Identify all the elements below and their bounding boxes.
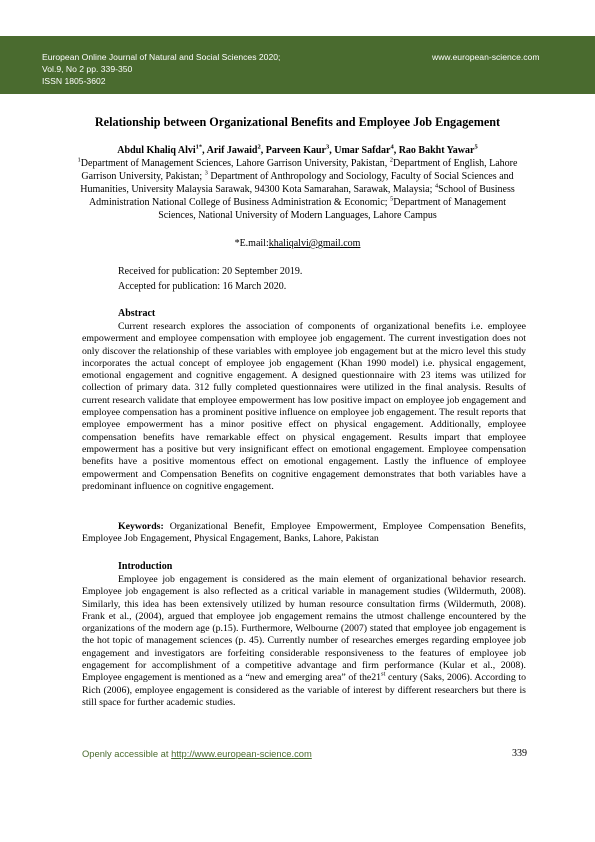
accepted-date: Accepted for publication: 16 March 2020. <box>118 281 287 292</box>
journal-website[interactable]: www.european-science.com <box>432 52 540 62</box>
keywords-label: Keywords: <box>118 521 164 532</box>
author-mark: 5 <box>474 143 478 151</box>
affiliation-mark: 3 <box>204 169 208 177</box>
contact-email <box>60 238 535 249</box>
author-mark: 1* <box>195 143 203 151</box>
introduction-heading: Introduction <box>118 561 173 572</box>
affiliation-mark: 1 <box>77 156 81 164</box>
affiliation-mark: 5 <box>390 195 394 203</box>
affiliation-mark: 4 <box>434 182 439 190</box>
footer-text: Openly accessible at <box>82 748 172 759</box>
affiliation-text: Department of Anthropology and Sociology, Faculty of Social Sciences and Humanities, University Malaysia Sarawak, 94300 Kota Samarahan, Sarawak, Malaysia; <box>80 171 514 195</box>
affiliation-text: Department of English, Lahore Garrison University, Pakistan; <box>81 158 518 182</box>
author-mark: 3 <box>325 143 330 151</box>
journal-header-band <box>0 36 595 94</box>
journal-volume: Vol.9, No 2 pp. 339-350 <box>42 64 133 74</box>
keywords-text: Organizational Benefit, Employee Empowerment, Employee Compensation Benefits, Employee Job Engagement, Physical Engagement, Banks, Lahore, Pakistan <box>82 521 527 545</box>
author-mark: 4 <box>390 143 394 151</box>
author-name: Arif Jawaid <box>206 145 258 156</box>
affiliation-text: School of Business Administration National College of Business Administration & Economic; <box>88 184 515 208</box>
affiliation-text: Department of Management Sciences, Lahore Garrison University, Pakistan, <box>80 158 390 169</box>
affiliation-mark: 2 <box>389 156 394 164</box>
received-date: Received for publication: 20 September 2019. <box>118 266 303 277</box>
journal-name: European Online Journal of Natural and Social Sciences 2020; <box>42 52 281 62</box>
affiliation-text: Department of Management Sciences, National University of Modern Languages, Lahore Campus <box>158 197 507 221</box>
author-list: Abdul Khaliq Alvi$^{1*}$, Arif Jawaid$^2$, Parveen Kaur$^3$, Umar Safdar$^4$, Rao Bakht Yawar$^5$ <box>117 143 478 156</box>
keywords <box>82 521 526 546</box>
email-link[interactable]: khaliqalvi@gmail.com <box>268 238 361 249</box>
abstract-text: Current research explores the association of components of organizational benefits i.e. employee empowerment and employee compensation with employee job engagement. The current investigation does not only discover the relationship of these variables with employee job engagement but at the micro level this study incorporates the actual concept of employee job engagement (Khan 1990 model) i.e. physical engagement, emotional engagement and cognitive engagement. A designed questionnaire with 23 items was utilized for collection of primary data. 312 fully completed questionnaires were utilized in the final analysis. Results of current research validate that employee empowerment has low positive impact on employee job engagement and employee compensation has a prominent positive influence on employee job engagement. The result reports that employee empowerment has a minor positive effect on physical engagement. Additionally, employee compensation benefits have remarkable effect on physical engagement. Results impart that employee empowerment has a positive but very insignificant effect on emotional engagement. Employee compensation benefits have a positive momentous effect on emotional engagement. Lastly the influence of employee empowerment and Compensation Benefits on cognitive engagement demonstrates that both variables have a predominant influence on cognitive engagement. <box>82 321 526 492</box>
page-number: 339 <box>512 748 527 759</box>
affiliations <box>70 157 525 222</box>
paper-title: Relationship between Organizational Benefits and Employee Job Engagement <box>94 115 501 129</box>
author-name: Parveen Kaur <box>265 145 326 156</box>
abstract-heading: Abstract <box>118 308 156 319</box>
footer-link[interactable]: http://www.european-science.com <box>171 748 312 759</box>
journal-issn: ISSN 1805-3602 <box>42 76 106 86</box>
author-mark: 2 <box>257 143 261 151</box>
author-name: Rao Bakht Yawar <box>398 145 475 156</box>
introduction-text: Employee job engagement is considered as the main element of organizational behavior research. Employee job engagement is also reflected as a critical variable in management studies (Wildermuth, 2008). Similarly, this idea has been extensively utilized by human resource consultation firms (Wildermuth, 2008). Frank et al., (2004), argued that employee job engagement remains the utmost challenge encountered by the organizations of the modern age (p.15). Furthermore, Welbourne (2007) stated that employee job engagement is the hot topic of management sciences (p. 45). Currently number of researches emerges regarding employee job engagement and investigators are forfeiting considerable responsiveness to the features of employee job engagement for accomplishment of a competitive advantage and firm performance (Kular et al., 2008). Employee engagement is mentioned as a “new and emerging area” of the21st century (Saks, 2006). According to Rich (2006), employee engagement is considered as the variable of interest by different researchers but there is still space for further academic studies. <box>82 574 527 708</box>
email-prefix: *E.mail: <box>234 238 269 249</box>
footer-access <box>82 748 312 759</box>
author-name: Abdul Khaliq Alvi <box>117 145 196 156</box>
author-name: Umar Safdar <box>334 145 391 156</box>
